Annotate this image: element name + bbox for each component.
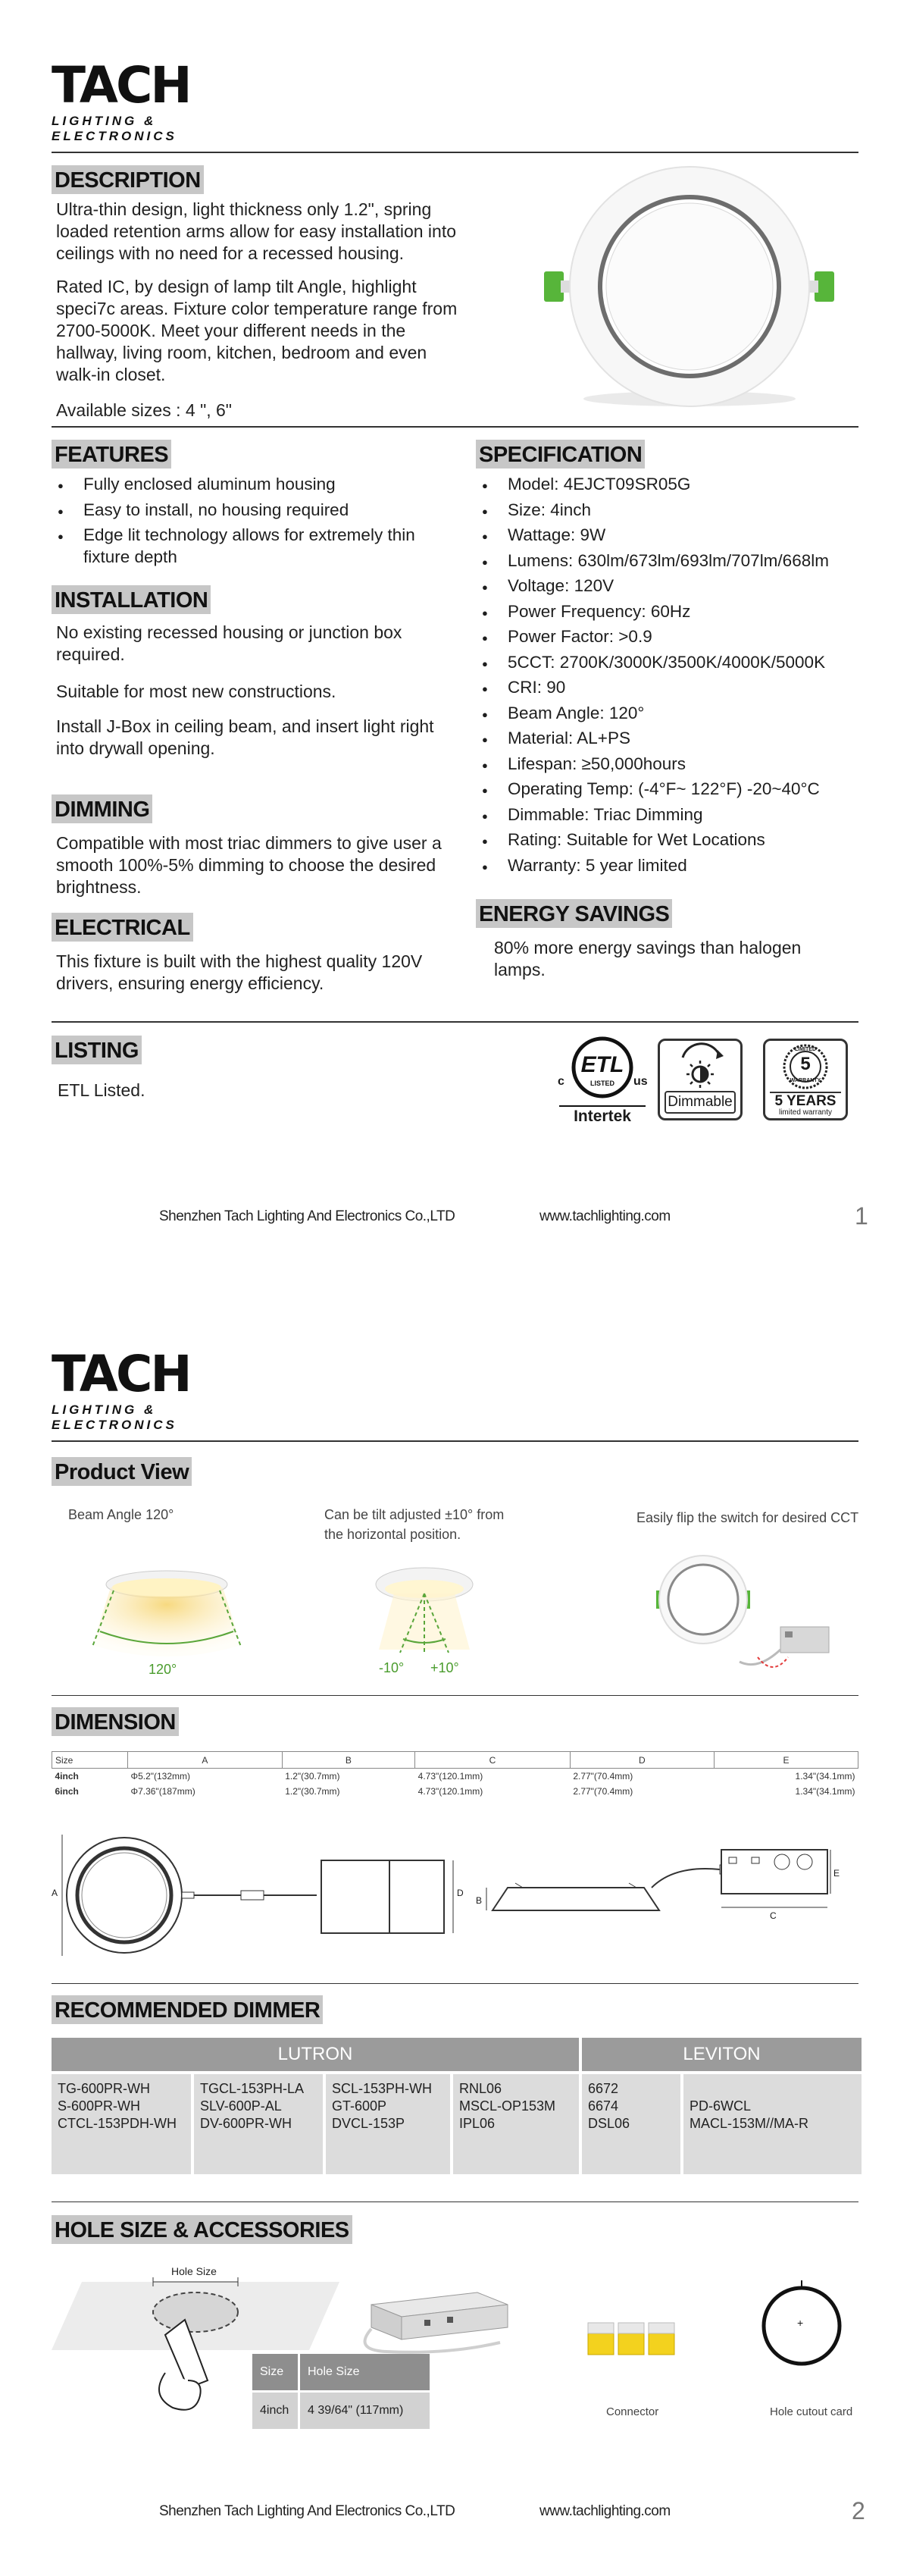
- dim-header: Size: [52, 1752, 128, 1769]
- dimmer-model: IPL06: [459, 2116, 496, 2131]
- dim-cell: 4.73"(120.1mm): [417, 1770, 483, 1782]
- specification-list: [479, 473, 873, 879]
- dim-label-c: C: [770, 1910, 777, 1921]
- tilt-negative: -10°: [379, 1660, 405, 1675]
- spec-item: ● Power Factor: >0.9: [479, 625, 873, 647]
- cutout-center-mark: +: [797, 2317, 804, 2329]
- etl-c: c: [558, 1075, 564, 1088]
- logo-line-2: ELECTRONICS: [52, 1418, 177, 1432]
- beam-angle-value: 120°: [149, 1662, 177, 1677]
- dim-cell: 1.2"(30.7mm): [285, 1785, 340, 1797]
- dim-label-e: E: [833, 1868, 840, 1879]
- tilt-illustration: [349, 1559, 500, 1665]
- logo-mark: TACH: [52, 1345, 190, 1403]
- spec-item: ● Lifespan: ≥50,000hours: [479, 753, 873, 775]
- page-number-1: 1: [855, 1202, 868, 1230]
- spec-item: ● Warranty: 5 year limited: [479, 854, 873, 876]
- connector-caption: Connector: [606, 2405, 659, 2418]
- dimmer-model: DSL06: [588, 2116, 630, 2131]
- spec-item: ● Dimmable: Triac Dimming: [479, 804, 873, 826]
- cct-caption: Easily flip the switch for desired CCT: [636, 1510, 859, 1525]
- description-p3: Available sizes : 4 ", 6": [56, 400, 232, 420]
- installation-title: INSTALLATION: [52, 585, 211, 614]
- dim-cell: Φ5.2"(132mm): [130, 1770, 191, 1782]
- dimmer-model: TGCL-153PH-LA: [200, 2081, 305, 2096]
- logo-line-1: LIGHTING &: [52, 1402, 157, 1417]
- installation-p2: Suitable for most new constructions.: [56, 682, 336, 701]
- footer-url-2: www.tachlighting.com: [539, 2503, 671, 2519]
- hole-table-cell: 4 39/64" (117mm): [300, 2393, 430, 2429]
- features-item: ● Easy to install, no housing required: [55, 499, 464, 521]
- description-title: DESCRIPTION: [52, 165, 204, 194]
- features-item: ● Edge lit technology allows for extremely thin fixture depth: [55, 524, 464, 568]
- spec-item: ● 5CCT: 2700K/3000K/3500K/4000K/5000K: [479, 651, 873, 673]
- spec-item: ● CRI: 90: [479, 676, 873, 698]
- logo-line-2: ELECTRONICS: [52, 129, 177, 143]
- dim-header: B: [282, 1752, 414, 1769]
- dim-label-a: A: [52, 1888, 58, 1898]
- header-divider: [52, 152, 858, 153]
- divider-2: [52, 1021, 858, 1023]
- product-downlight-image: [530, 159, 849, 417]
- hole-table-header: Size: [252, 2354, 298, 2390]
- dimension-table: [52, 1751, 858, 1799]
- features-list: [55, 473, 464, 572]
- hole-size-title: HOLE SIZE & ACCESSORIES: [52, 2215, 352, 2244]
- electrical-p1: This fixture is built with the highest quality 120V drivers, ensuring energy efficiency.: [56, 951, 423, 993]
- dimmer-model: 6672: [588, 2081, 619, 2096]
- dimmer-sun-icon: [660, 1042, 740, 1092]
- energy-savings-title: ENERGY SAVINGS: [476, 899, 672, 928]
- spec-item: ● Lumens: 630lm/673lm/693lm/707lm/668lm: [479, 550, 873, 572]
- description-p2: Rated IC, by design of lamp tilt Angle, highlight speci7c areas. Fixture color temperature range from 2700-5000K. Meet your different needs in the hallway, living room, kitchen, bedroom and even walk-in closet.: [56, 277, 458, 384]
- hole-table-header: Hole Size: [300, 2354, 430, 2390]
- hole-size-label: Hole Size: [171, 2265, 217, 2277]
- listing-title: LISTING: [52, 1036, 142, 1064]
- spec-item: ● Rating: Suitable for Wet Locations: [479, 829, 873, 851]
- warranty-badge: [763, 1039, 848, 1120]
- listing-p1: ETL Listed.: [58, 1080, 145, 1100]
- dimmer-model: CTCL-153PDH-WH: [58, 2116, 177, 2131]
- footer-company-2: Shenzhen Tach Lighting And Electronics Co.,LTD: [159, 2503, 455, 2519]
- spec-item: ● Size: 4inch: [479, 499, 873, 521]
- dimmer-model: RNL06: [459, 2081, 502, 2096]
- header-divider-2: [52, 1440, 858, 1442]
- dim-cell: 1.34"(34.1mm): [795, 1770, 855, 1782]
- dim-cell: 2.77"(70.4mm): [573, 1785, 633, 1797]
- leviton-header: LEVITON: [582, 2038, 862, 2071]
- page-number-2: 2: [852, 2497, 865, 2524]
- logo-mark: TACH: [52, 56, 190, 114]
- installation-p1: No existing recessed housing or junction box required.: [56, 622, 402, 664]
- spec-item: ● Wattage: 9W: [479, 524, 873, 546]
- dimming-p1: Compatible with most triac dimmers to give user a smooth 100%-5% dimming to choose the desired brightness.: [56, 833, 442, 897]
- dim-cell: Φ7.36"(187mm): [130, 1785, 195, 1797]
- beam-angle-illustration: [83, 1562, 250, 1668]
- dim-cell: 4inch: [55, 1770, 79, 1782]
- dimmer-table: [48, 2035, 865, 2177]
- dimming-title: DIMMING: [52, 794, 152, 823]
- table-row: [52, 1784, 858, 1799]
- features-title: FEATURES: [52, 440, 171, 469]
- dimmer-model: S-600PR-WH: [58, 2098, 141, 2114]
- dimmer-model: SCL-153PH-WH: [332, 2081, 433, 2096]
- dim-cell: 1.34"(34.1mm): [795, 1785, 855, 1797]
- dim-cell: 2.77"(70.4mm): [573, 1770, 633, 1782]
- logo-line-1: LIGHTING &: [52, 114, 157, 128]
- dimmable-label: Dimmable: [665, 1091, 736, 1114]
- dim-cell: 1.2"(30.7mm): [285, 1770, 340, 1782]
- dim-header: A: [128, 1752, 283, 1769]
- logo-page-2: [52, 1345, 190, 1433]
- dimmer-col: [194, 2074, 323, 2174]
- hole-table-cell: 4inch: [252, 2393, 298, 2429]
- features-item: ● Fully enclosed aluminum housing: [55, 473, 464, 495]
- etl-mark: ETL: [580, 1052, 624, 1077]
- etl-us: us: [633, 1075, 648, 1088]
- dimmer-model: TG-600PR-WH: [58, 2081, 151, 2096]
- dimmer-model: SLV-600P-AL: [200, 2098, 282, 2114]
- description-p1: Ultra-thin design, light thickness only 1.2", spring loaded retention arms allow for easy installation into ceilings with no need for a recessed housing.: [56, 199, 457, 263]
- dim-cell: 6inch: [55, 1785, 79, 1797]
- dimmer-col: [52, 2074, 191, 2174]
- table-row: [252, 2393, 430, 2429]
- divider-3: [52, 1695, 858, 1696]
- electrical-title: ELECTRICAL: [52, 913, 193, 942]
- warranty-bottom: WARRANTY: [790, 1078, 821, 1083]
- warranty-number: 5: [800, 1054, 811, 1074]
- tilt-positive: +10°: [430, 1660, 459, 1675]
- dimmer-model: PD-6WCL: [690, 2098, 752, 2114]
- dim-label-b: B: [476, 1895, 483, 1906]
- dimmer-col: [326, 2074, 450, 2174]
- tilt-caption-1: Can be tilt adjusted ±10° from: [324, 1507, 505, 1522]
- dimmer-col: [683, 2074, 862, 2174]
- footer-url-1: www.tachlighting.com: [539, 1208, 671, 1224]
- dimension-title: DIMENSION: [52, 1707, 179, 1736]
- dimmer-model: GT-600P: [332, 2098, 387, 2114]
- etl-listed: LISTED: [589, 1080, 614, 1087]
- dimension-drawing-front: [52, 1827, 499, 1971]
- table-row: [52, 1769, 858, 1784]
- footer-company-1: Shenzhen Tach Lighting And Electronics Co.,LTD: [159, 1208, 455, 1224]
- cutout-caption: Hole cutout card: [770, 2405, 853, 2418]
- dimmer-model: DVCL-153P: [332, 2116, 405, 2131]
- intertek-label: Intertek: [559, 1105, 646, 1126]
- dimmer-col: [453, 2074, 579, 2174]
- dim-header: C: [415, 1752, 571, 1769]
- dim-header: E: [714, 1752, 858, 1769]
- spec-item: ● Beam Angle: 120°: [479, 702, 873, 724]
- dimmer-model: DV-600PR-WH: [200, 2116, 292, 2131]
- specification-title: SPECIFICATION: [476, 440, 645, 469]
- recommended-dimmer-title: RECOMMENDED DIMMER: [52, 1995, 323, 2024]
- warranty-top: LIMITED: [795, 1047, 816, 1052]
- dim-cell: 4.73"(120.1mm): [417, 1785, 483, 1797]
- connector-illustration: [583, 2312, 682, 2365]
- hole-size-table: [250, 2352, 432, 2431]
- warranty-small: limited warranty: [778, 1108, 833, 1117]
- spec-item: ● Voltage: 120V: [479, 575, 873, 597]
- divider-1: [52, 426, 858, 428]
- dimmable-badge: [658, 1039, 743, 1120]
- divider-4: [52, 1983, 858, 1984]
- tilt-caption-2: the horizontal position.: [324, 1527, 461, 1542]
- lutron-header: LUTRON: [52, 2038, 579, 2071]
- spec-item: ● Material: AL+PS: [479, 727, 873, 749]
- dim-label-d: D: [457, 1888, 464, 1898]
- dimension-drawing-side: [477, 1835, 864, 1948]
- beam-angle-caption: Beam Angle 120°: [68, 1507, 174, 1522]
- installation-p3: Install J-Box in ceiling beam, and insert light right into drywall opening.: [56, 716, 434, 758]
- energy-savings-p1: 80% more energy savings than halogen lamps.: [494, 938, 802, 979]
- dimmer-model: MACL-153M//MA-R: [690, 2116, 809, 2131]
- logo: [52, 56, 190, 144]
- dimmer-model: MSCL-OP153M: [459, 2098, 556, 2114]
- dim-header: D: [570, 1752, 714, 1769]
- product-view-title: Product View: [52, 1457, 192, 1486]
- dimmer-col: [582, 2074, 680, 2174]
- etl-badge: [553, 1033, 652, 1123]
- dimmer-model: 6674: [588, 2098, 619, 2114]
- warranty-years: 5 YEARS: [770, 1092, 841, 1110]
- cct-switch-illustration: [652, 1543, 833, 1688]
- spec-item: ● Model: 4EJCT09SR05G: [479, 473, 873, 495]
- spec-item: ● Operating Temp: (-4°F~ 122°F) -20~40°C: [479, 778, 873, 800]
- spec-item: ● Power Frequency: 60Hz: [479, 600, 873, 622]
- driver-box-illustration: [356, 2282, 530, 2358]
